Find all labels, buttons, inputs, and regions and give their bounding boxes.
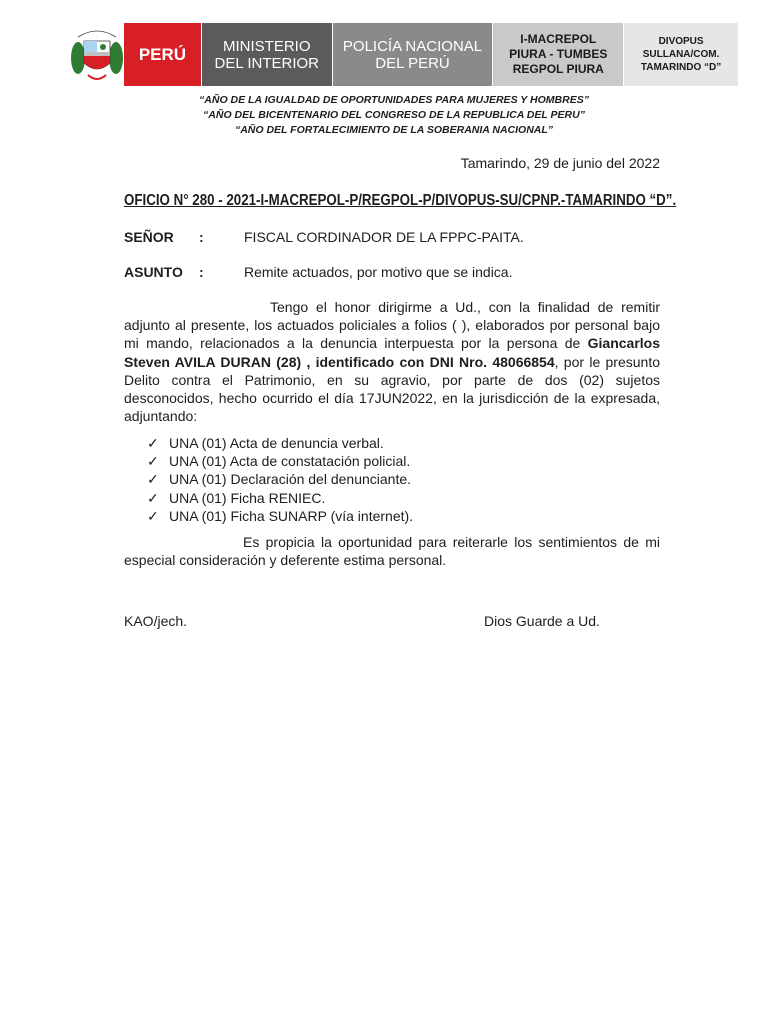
policia-label: POLICÍA NACIONAL DEL PERÚ [333, 23, 493, 86]
closing-text: Es propicia la oportunidad para reiterarle los sentimientos de mi especial consideración y deferente estima personal. [124, 534, 660, 569]
check-icon: ✓ [147, 435, 159, 451]
subject-colon: : [199, 264, 204, 280]
attachment-text: UNA (01) Declaración del denunciante. [169, 471, 412, 488]
recipient-colon: : [199, 229, 204, 245]
document-date: Tamarindo, 29 de junio del 2022 [460, 155, 660, 171]
check-icon: ✓ [147, 489, 159, 506]
letterhead [70, 23, 738, 86]
year-motto-2: “AÑO DEL BICENTENARIO DEL CONGRESO DE LA REPUBLICA DEL PERU” [203, 109, 585, 121]
attachment-text: UNA (01) Acta de constatación policial. [169, 453, 411, 470]
body-text-1: Tengo el honor dirigirme a Ud., con la finalidad de remitir adjunto al presente, los actuados policiales a folios ( ), elaborados por personal bajo mi mando, relacionados a la denuncia interpuesta por la persona de [124, 299, 660, 352]
peru-label: PERÚ [124, 23, 201, 86]
subject-value: Remite actuados, por motivo que se indica. [244, 264, 513, 280]
check-icon: ✓ [147, 471, 159, 488]
attachment-text: UNA (01) Acta de denuncia verbal. [169, 435, 384, 451]
year-mottos [0, 93, 768, 138]
year-motto-3: “AÑO DEL FORTALECIMIENTO DE LA SOBERANIA NACIONAL” [234, 124, 554, 136]
attachment-list [147, 434, 413, 525]
list-item [147, 452, 413, 470]
recipient-value: FISCAL CORDINADOR DE LA FPPC-PAITA. [244, 229, 524, 245]
check-icon: ✓ [147, 453, 159, 470]
farewell: Dios Guarde a Ud. [484, 613, 600, 629]
subject-label: ASUNTO [124, 264, 183, 280]
list-item [147, 470, 413, 488]
check-icon: ✓ [147, 507, 159, 524]
ministerio-label: MINISTERIO DEL INTERIOR [202, 23, 332, 86]
closing-paragraph [124, 533, 660, 569]
recipient-label: SEÑOR [124, 229, 174, 245]
oficio-number: OFICIO N° 280 - 2021-I-MACREPOL-P/REGPOL-P/DIVOPUS-SU/CPNP.-TAMARINDO “D”. [124, 192, 677, 209]
author-initials: KAO/jech. [124, 613, 188, 629]
attachment-text: UNA (01) Ficha RENIEC. [169, 489, 326, 506]
attachment-text: UNA (01) Ficha SUNARP (vía internet). [169, 507, 414, 524]
year-motto-1: “AÑO DE LA IGUALDAD DE OPORTUNIDADES PARA MUJERES Y HOMBRES” [199, 94, 589, 106]
body-paragraph [124, 298, 660, 425]
peru-coat-of-arms-icon [70, 23, 124, 86]
complainant-name: Giancarlos Steven AVILA DURAN (28) , identificado con DNI Nro. 48066854 [124, 335, 660, 370]
subject-field [124, 264, 512, 280]
divopus-label: DIVOPUS SULLANA/COM. TAMARINDO “D” [624, 23, 738, 86]
list-item [147, 489, 413, 507]
list-item [147, 434, 413, 452]
recipient-field [124, 229, 524, 245]
macrepol-label: I-MACREPOL PIURA - TUMBES REGPOL PIURA [493, 23, 623, 86]
body-text-2: , por le presunto Delito contra el Patrimonio, en su agravio, por parte de dos (02) sujetos desconocidos, hecho ocurrido el día 17JUN2022, en la jurisdicción de la expresada, adjuntando: [124, 353, 660, 425]
list-item [147, 507, 413, 525]
